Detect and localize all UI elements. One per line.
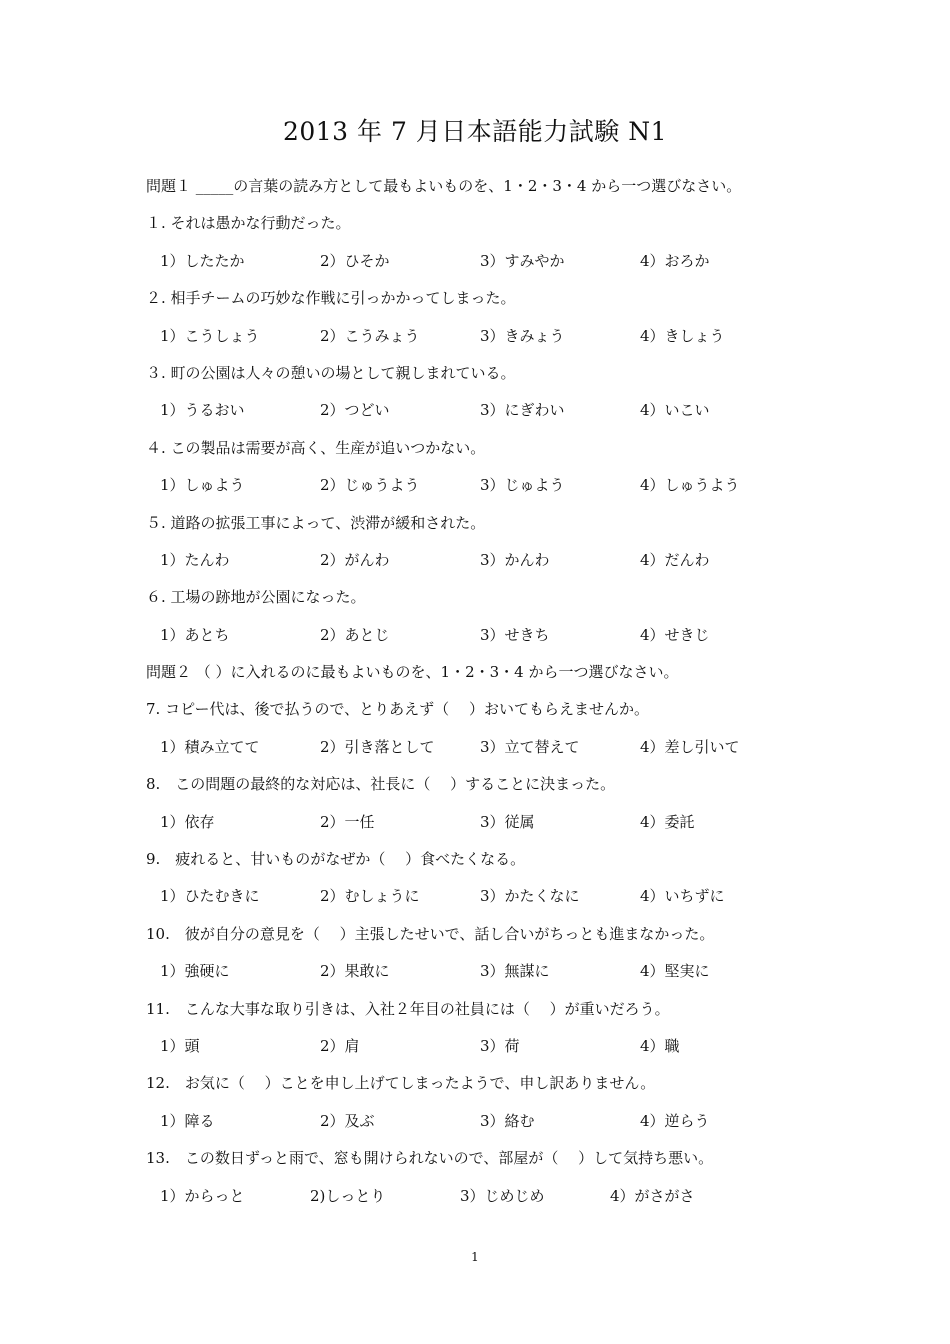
option-2: 2）及ぶ bbox=[320, 1111, 375, 1130]
question-text: 13. この数日ずっと雨で、窓も開けられないので、部屋が（ ）して気持ち悪い。 bbox=[146, 1149, 714, 1168]
question-text: １. それは愚かな行動だった。 bbox=[146, 214, 351, 233]
option-3: 3）立て替えて bbox=[480, 737, 580, 756]
option-1: 1）ひたむきに bbox=[160, 887, 260, 906]
section-heading: 問題１ _____の言葉の読み方として最もよいものを、1・2・3・4 から一つ選びなさい。 bbox=[146, 177, 742, 195]
option-2: 2）こうみょう bbox=[320, 326, 420, 345]
answer-options bbox=[146, 957, 836, 994]
option-3: 3）従属 bbox=[480, 812, 535, 831]
page-title: 2013 年 7 月日本語能力試験 N1 bbox=[282, 117, 668, 146]
option-1: 1）頭 bbox=[160, 1036, 200, 1055]
option-4: 4）おろか bbox=[640, 251, 710, 270]
option-4: 4）職 bbox=[640, 1036, 680, 1055]
option-1: 1）こうしょう bbox=[160, 326, 260, 345]
option-4: 4）せきじ bbox=[640, 625, 710, 644]
option-3: 3）せきち bbox=[480, 625, 550, 644]
option-2: 2)しっとり bbox=[310, 1186, 386, 1205]
question-text: 10. 彼が自分の意見を（ ）主張したせいで、話し合いがちっとも進まなかった。 bbox=[146, 924, 715, 943]
option-2: 2）ひそか bbox=[320, 251, 390, 270]
answer-options bbox=[146, 322, 836, 359]
option-4: 4）がさがさ bbox=[610, 1186, 695, 1205]
option-1: 1）あとち bbox=[160, 625, 230, 644]
answer-options bbox=[146, 546, 836, 583]
option-3: 3）じゅよう bbox=[480, 476, 565, 495]
question-text: 8. この問題の最終的な対応は、社長に（ ）することに決まった。 bbox=[146, 775, 616, 794]
option-4: 4）差し引いて bbox=[640, 737, 740, 756]
option-2: 2）引き落として bbox=[320, 737, 435, 756]
option-4: 4）いこい bbox=[640, 401, 710, 420]
option-1: 1）積み立てて bbox=[160, 737, 260, 756]
answer-options bbox=[146, 471, 836, 508]
option-3: 3）絡む bbox=[480, 1111, 535, 1130]
option-2: 2）がんわ bbox=[320, 550, 390, 569]
question-text: ４. この製品は需要が高く、生産が追いつかない。 bbox=[146, 438, 486, 457]
option-1: 1）したたか bbox=[160, 251, 245, 270]
option-4: 4）きしょう bbox=[640, 326, 725, 345]
option-3: 3）すみやか bbox=[480, 251, 565, 270]
option-3: 3）無謀に bbox=[480, 962, 550, 981]
option-2: 2）果敢に bbox=[320, 962, 390, 981]
question-text: 12. お気に（ ）ことを申し上げてしまったようで、申し訳ありません。 bbox=[146, 1074, 656, 1093]
option-3: 3）じめじめ bbox=[460, 1186, 545, 1205]
exam-content bbox=[146, 172, 836, 1219]
option-3: 3）にぎわい bbox=[480, 401, 565, 420]
option-3: 3）かんわ bbox=[480, 550, 550, 569]
option-1: 1）からっと bbox=[160, 1186, 245, 1205]
option-4: 4）だんわ bbox=[640, 550, 710, 569]
page-number: 1 bbox=[471, 1250, 479, 1264]
option-4: 4）いちずに bbox=[640, 887, 725, 906]
option-2: 2）一任 bbox=[320, 812, 375, 831]
question-text: ６. 工場の跡地が公園になった。 bbox=[146, 588, 366, 607]
option-1: 1）しゅよう bbox=[160, 476, 245, 495]
answer-options bbox=[146, 882, 836, 919]
option-4: 4）逆らう bbox=[640, 1111, 710, 1130]
question-text: ２. 相手チームの巧妙な作戦に引っかかってしまった。 bbox=[146, 289, 516, 308]
question-text: 9. 疲れると、甘いものがなぜか（ ）食べたくなる。 bbox=[146, 850, 526, 869]
option-4: 4）委託 bbox=[640, 812, 695, 831]
option-1: 1）たんわ bbox=[160, 550, 230, 569]
option-1: 1）うるおい bbox=[160, 401, 245, 420]
option-1: 1）障る bbox=[160, 1111, 215, 1130]
answer-options bbox=[146, 1107, 836, 1144]
answer-options bbox=[146, 396, 836, 433]
option-2: 2）むしょうに bbox=[320, 887, 420, 906]
option-4: 4）堅実に bbox=[640, 962, 710, 981]
question-text: ３. 町の公園は人々の憩いの場として親しまれている。 bbox=[146, 363, 516, 382]
option-3: 3）きみょう bbox=[480, 326, 565, 345]
answer-options bbox=[146, 1032, 836, 1069]
section-heading: 問題２ （ ）に入れるのに最もよいものを、1・2・3・4 から一つ選びなさい。 bbox=[146, 663, 679, 682]
answer-options bbox=[146, 1182, 836, 1219]
answer-options bbox=[146, 808, 836, 845]
option-1: 1）強硬に bbox=[160, 962, 230, 981]
option-4: 4）しゅうよう bbox=[640, 476, 740, 495]
option-2: 2）じゅうよう bbox=[320, 476, 420, 495]
answer-options bbox=[146, 621, 836, 658]
answer-options bbox=[146, 733, 836, 770]
option-2: 2）肩 bbox=[320, 1036, 360, 1055]
option-3: 3）荷 bbox=[480, 1036, 520, 1055]
question-text: 7. コピー代は、後で払うので、とりあえず（ ）おいてもらえませんか。 bbox=[146, 700, 649, 719]
question-text: 11. こんな大事な取り引きは、入社２年目の社員には（ ）が重いだろう。 bbox=[146, 999, 670, 1018]
question-text: ５. 道路の拡張工事によって、渋滞が緩和された。 bbox=[146, 513, 486, 532]
option-2: 2）あとじ bbox=[320, 625, 390, 644]
option-3: 3）かたくなに bbox=[480, 887, 580, 906]
answer-options bbox=[146, 247, 836, 284]
option-1: 1）依存 bbox=[160, 812, 215, 831]
option-2: 2）つどい bbox=[320, 401, 390, 420]
